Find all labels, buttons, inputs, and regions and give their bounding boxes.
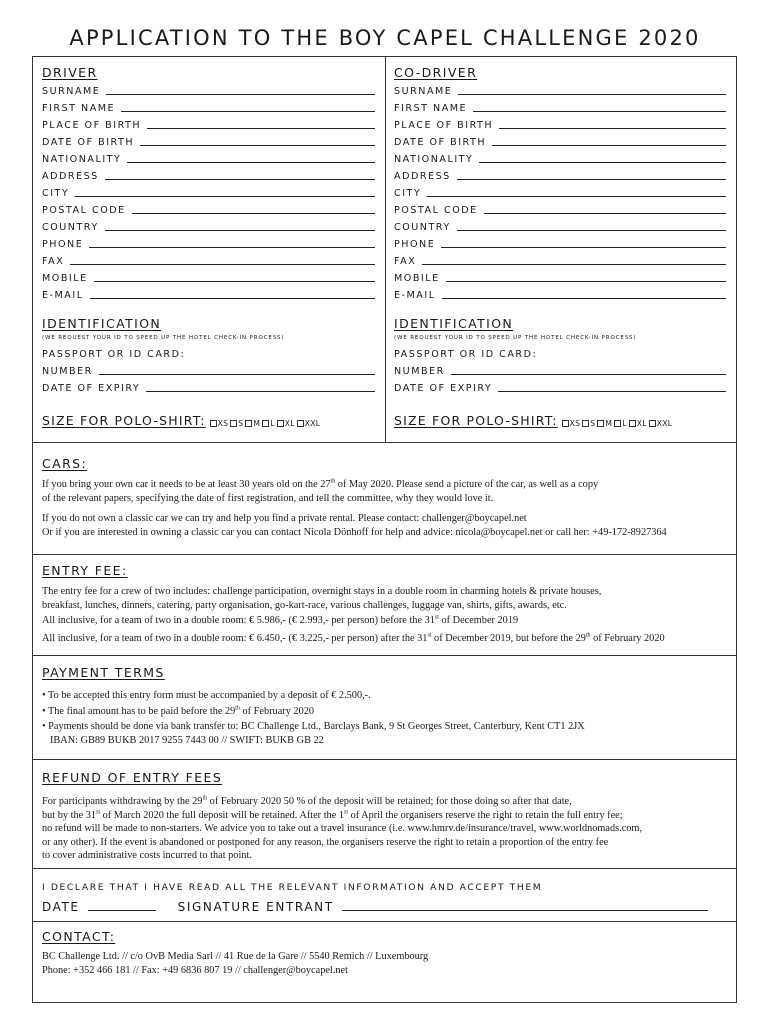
codriver-column xyxy=(385,57,736,442)
codriver-first-name-field[interactable]: FIRST NAME xyxy=(394,100,726,114)
codriver-postal-code-field[interactable]: POSTAL CODE xyxy=(394,202,726,216)
driver-identification-heading: IDENTIFICATION xyxy=(42,316,162,331)
codriver-polo-l[interactable]: L xyxy=(614,419,627,428)
codriver-polo-xxl[interactable]: XXL xyxy=(649,419,673,428)
driver-nationality-field[interactable]: NATIONALITY xyxy=(42,151,375,165)
driver-heading: DRIVER xyxy=(42,65,98,80)
driver-column xyxy=(33,57,386,442)
codriver-polo-xl[interactable]: XL xyxy=(629,419,647,428)
codriver-passport-field[interactable]: PASSPORT OR ID CARD: xyxy=(394,349,538,360)
signature-label: SIGNATURE ENTRANT xyxy=(177,900,334,914)
driver-polo-heading: SIZE FOR POLO-SHIRT: xyxy=(42,413,206,428)
driver-fax-field[interactable]: FAX xyxy=(42,253,375,267)
codriver-id-number-field[interactable]: NUMBER xyxy=(394,363,726,377)
codriver-polo-s[interactable]: S xyxy=(582,419,595,428)
codriver-country-field[interactable]: COUNTRY xyxy=(394,219,726,233)
driver-first-name-field[interactable]: FIRST NAME xyxy=(42,100,375,114)
contact-section xyxy=(33,921,736,1003)
driver-address-field[interactable]: ADDRESS xyxy=(42,168,375,182)
entry-fee-section xyxy=(33,554,736,655)
codriver-polo-m[interactable]: M xyxy=(597,419,612,428)
codriver-date-of-expiry-field[interactable]: DATE OF EXPIRY xyxy=(394,380,726,394)
payment-terms-heading: PAYMENT TERMS xyxy=(42,665,165,680)
driver-id-number-field[interactable]: NUMBER xyxy=(42,363,375,377)
codriver-polo-size xyxy=(394,413,674,428)
driver-postal-code-field[interactable]: POSTAL CODE xyxy=(42,202,375,216)
codriver-polo-heading: SIZE FOR POLO-SHIRT: xyxy=(394,413,558,428)
codriver-place-of-birth-field[interactable]: PLACE OF BIRTH xyxy=(394,117,726,131)
entry-fee-text: The entry fee for a crew of two includes: challenge participation, overnight stays in a double room in charming hotels & private houses, breakfast, lunches, dinners, catering, party organisation, go-kart-race, various challenges, luggage van, shirts, gifts, awards, etc. All inclusive, for a team of two in a double room: € 5.986,- (€ 2.993,- per person) before the 31st of December 2019 All inclusive, for a team of two in a double room: € 6.450,- (€ 3.225,- per person) after the 31st of December 2019, but before the 29th of February 2020 xyxy=(42,586,665,644)
entry-fee-heading: ENTRY FEE: xyxy=(42,563,128,578)
contact-heading: CONTACT: xyxy=(42,929,116,944)
contact-phone: Phone: +352 466 181 // Fax: +49 6836 807 19 // challenger@boycapel.net xyxy=(42,964,348,976)
application-form xyxy=(32,56,737,1003)
date-field[interactable] xyxy=(88,909,156,911)
driver-polo-l[interactable]: L xyxy=(262,419,275,428)
cars-text: If you bring your own car it needs to be at least 30 years old on the 27th of May 2020. Please send a picture of the car, as well as a copy of the relevant papers, specifying the date of first registration, and tell the committee, why they would love it. If you do not own a classic car we can try and help you find a private rental. Please contact: challenger@boycapel.net Or if you are interested in owning a classic car you can contact Nicola Dönhoff for help and advice: nicola@boycapel.net or call her: +49-172-8927364 xyxy=(42,478,667,538)
driver-polo-size xyxy=(42,413,322,428)
codriver-polo-xs[interactable]: XS xyxy=(562,419,581,428)
payment-terms-section xyxy=(33,655,736,759)
codriver-email-field[interactable]: E-MAIL xyxy=(394,287,726,301)
driver-id-note: (WE REQUEST YOUR ID TO SPEED UP THE HOTEL CHECK-IN PROCESS) xyxy=(42,335,285,341)
driver-mobile-field[interactable]: MOBILE xyxy=(42,270,375,284)
codriver-id-note: (WE REQUEST YOUR ID TO SPEED UP THE HOTEL CHECK-IN PROCESS) xyxy=(394,335,637,341)
refund-text: For participants withdrawing by the 29th of February 2020 50 % of the deposit will be retained; for those doing so after that date, but by the 31st of March 2020 the full deposit will be retained. After the 1st of April the organisers reserve the right to retain the full entry fee; no refund will be made to non-starters. We advice you to take out a travel insurance (i.e. www.hmrv.de/insurance/travel, www.worldnomads.com, or any other). If the event is abandoned or postponed for any reason, the organisers reserve the right to retain a proportion of the entry fee to cover administrative costs incurred to that point. xyxy=(42,795,643,861)
codriver-fax-field[interactable]: FAX xyxy=(394,253,726,267)
driver-polo-xl[interactable]: XL xyxy=(277,419,295,428)
codriver-identification-heading: IDENTIFICATION xyxy=(394,316,514,331)
cars-section xyxy=(33,442,736,554)
codriver-address-field[interactable]: ADDRESS xyxy=(394,168,726,182)
codriver-heading: CO-DRIVER xyxy=(394,65,478,80)
driver-passport-field[interactable]: PASSPORT OR ID CARD: xyxy=(42,349,186,360)
declaration-text: I DECLARE THAT I HAVE READ ALL THE RELEVANT INFORMATION AND ACCEPT THEM xyxy=(42,882,543,893)
codriver-nationality-field[interactable]: NATIONALITY xyxy=(394,151,726,165)
refund-heading: REFUND OF ENTRY FEES xyxy=(42,770,223,785)
codriver-city-field[interactable]: CITY xyxy=(394,185,726,199)
payment-terms-text: • To be accepted this entry form must be accompanied by a deposit of € 2.500,-. • The final amount has to be paid before the 29th of February 2020 • Payments should be done via bank transfer to: BC Challenge Ltd., Barclays Bank, 9 St Georges Street, Canterbury, Kent CT1 2JX IBAN: GB89 BUKB 2017 9255 7443 00 // SWIFT: BUKB GB 22 xyxy=(42,690,585,746)
driver-date-of-birth-field[interactable]: DATE OF BIRTH xyxy=(42,134,375,148)
driver-date-of-expiry-field[interactable]: DATE OF EXPIRY xyxy=(42,380,375,394)
codriver-date-of-birth-field[interactable]: DATE OF BIRTH xyxy=(394,134,726,148)
driver-polo-xs[interactable]: XS xyxy=(210,419,229,428)
driver-surname-field[interactable]: SURNAME xyxy=(42,83,375,97)
contact-text xyxy=(42,950,728,977)
driver-polo-s[interactable]: S xyxy=(230,419,243,428)
page-title: APPLICATION TO THE BOY CAPEL CHALLENGE 2020 xyxy=(69,26,701,50)
driver-city-field[interactable]: CITY xyxy=(42,185,375,199)
driver-phone-field[interactable]: PHONE xyxy=(42,236,375,250)
codriver-surname-field[interactable]: SURNAME xyxy=(394,83,726,97)
driver-polo-xxl[interactable]: XXL xyxy=(297,419,321,428)
driver-country-field[interactable]: COUNTRY xyxy=(42,219,375,233)
date-signature-row xyxy=(42,900,708,914)
driver-polo-m[interactable]: M xyxy=(245,419,260,428)
codriver-mobile-field[interactable]: MOBILE xyxy=(394,270,726,284)
signature-field[interactable] xyxy=(342,909,708,911)
driver-email-field[interactable]: E-MAIL xyxy=(42,287,375,301)
contact-address: BC Challenge Ltd. // c/o OvB Media Sarl // 41 Rue de la Gare // 5540 Remich // Luxembourg xyxy=(42,951,429,962)
cars-heading: CARS: xyxy=(42,456,88,471)
driver-place-of-birth-field[interactable]: PLACE OF BIRTH xyxy=(42,117,375,131)
date-label: DATE xyxy=(42,900,80,914)
refund-section xyxy=(33,759,736,868)
codriver-phone-field[interactable]: PHONE xyxy=(394,236,726,250)
